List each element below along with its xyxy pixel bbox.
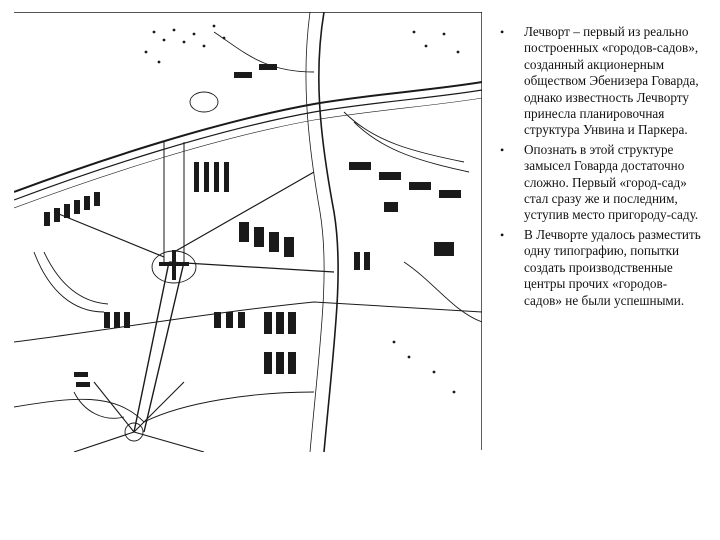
bullet-text: В Лечворте удалось разместить одну типографию, попытки создать производственные центры прочих «городов-садов» не были успешными. bbox=[524, 226, 701, 308]
bullet-item bbox=[500, 142, 705, 224]
bullet-text: Опознать в этой структуре замысел Говарда достаточно сложно. Первый «город-сад» стал сразу же и последним, уступив место пригороду-саду. bbox=[524, 141, 699, 223]
bullet-marker: • bbox=[500, 25, 505, 39]
bullet-item bbox=[500, 227, 705, 309]
bullet-marker: • bbox=[500, 142, 505, 157]
letchworth-plan-drawing bbox=[14, 12, 482, 452]
bullet-list bbox=[500, 24, 705, 312]
bullet-text: Лечворт – первый из реально построенных «городов-садов», созданный акционерным обществом Эбенизера Говарда, однако известность Лечворту принесла планировочная структура Унвина и Паркера. bbox=[524, 24, 699, 138]
town-plan-map bbox=[14, 12, 482, 452]
bullet-item bbox=[500, 24, 705, 139]
bullet-marker: • bbox=[500, 227, 505, 242]
